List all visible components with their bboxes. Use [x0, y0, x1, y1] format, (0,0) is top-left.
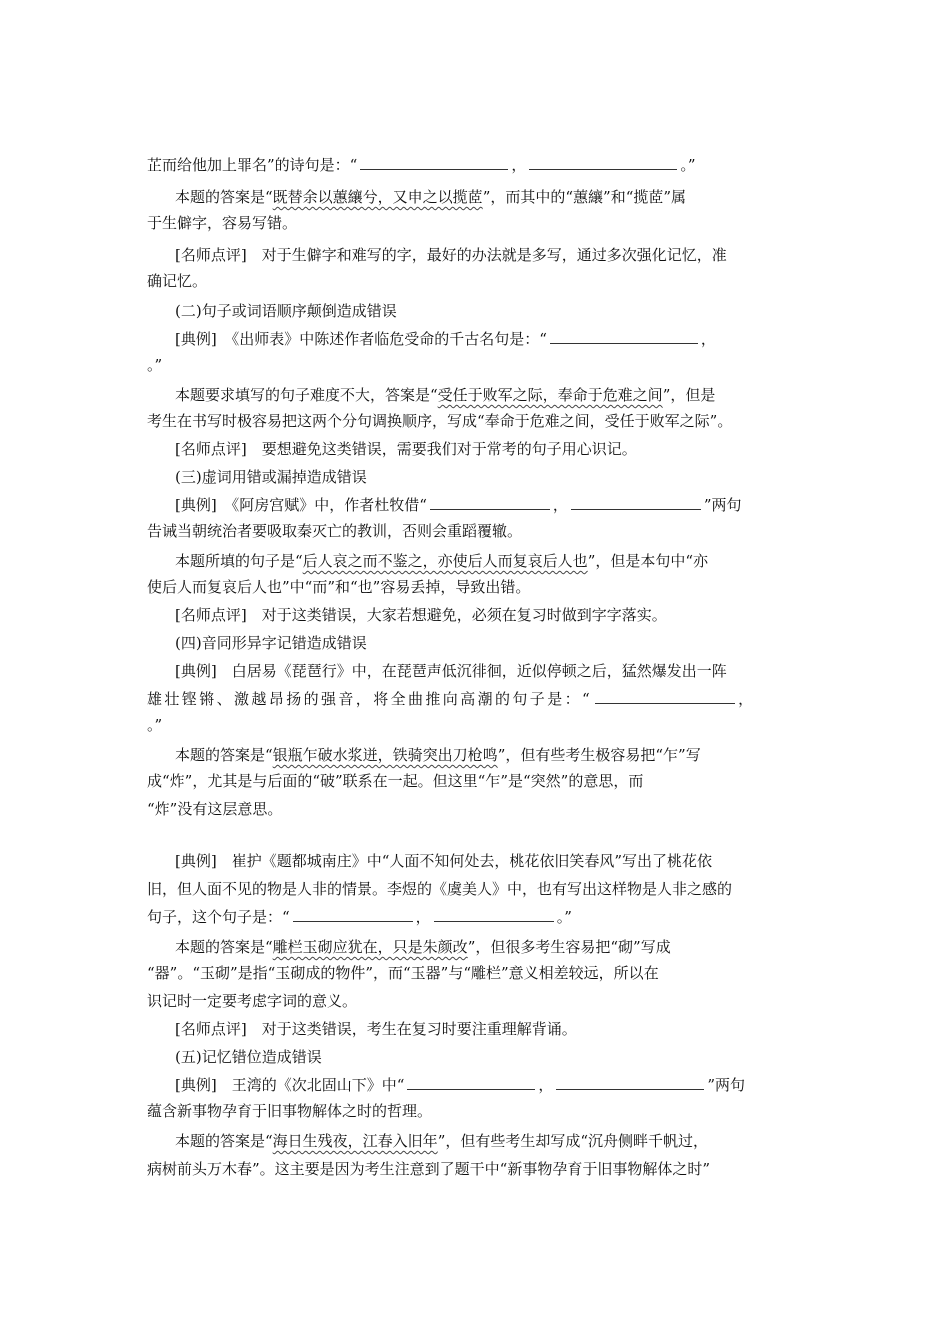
text: ，: [738, 690, 754, 708]
paragraph-line: [147, 686, 807, 712]
paragraph-line: [147, 152, 807, 178]
answer-blank[interactable]: [430, 495, 550, 510]
paragraph-line: [147, 904, 807, 930]
text: [典例] 《出师表》中陈述作者临危受命的千古名句是：“: [175, 330, 547, 348]
paragraph-line: [175, 382, 807, 408]
answer-blank[interactable]: [407, 1075, 535, 1090]
teacher-comment: [名师点评] 对于这类错误，考生在复习时要注重理解背诵。: [175, 1020, 577, 1038]
text: 。”: [680, 156, 696, 174]
text: ”，但有些考生却写成“沉舟侧畔千帆过，: [437, 1132, 709, 1150]
example-line: [175, 326, 807, 352]
text: 本题所填的句子是“: [175, 552, 303, 570]
paragraph-line: 。”: [147, 356, 163, 374]
text: ”两句: [707, 1076, 746, 1094]
answer-blank[interactable]: [529, 155, 677, 170]
paragraph-line: [175, 548, 807, 574]
section-heading: (三)虚词用错或漏掉造成错误: [175, 468, 367, 486]
text: 芷而给他加上罪名”的诗句是：“: [147, 156, 358, 174]
text: 本题要求填写的句子难度不大，答案是“: [175, 386, 438, 404]
example-line: [175, 1072, 807, 1098]
paragraph-line: 告诫当朝统治者要吸取秦灭亡的教训，否则会重蹈覆辙。: [147, 522, 523, 540]
text: ，: [538, 1076, 554, 1094]
teacher-comment: [名师点评] 要想避免这类错误，需要我们对于常考的句子用心识记。: [175, 440, 637, 458]
paragraph-line: 病树前头万木春”。这主要是因为考生注意到了题干中“新事物孕育于旧事物解体之时”: [147, 1160, 711, 1178]
example-line: [典例] 崔护《题都城南庄》中“人面不知何处去，桃花依旧笑春风”写出了桃花依: [175, 852, 713, 870]
paragraph-line: [175, 1128, 807, 1154]
text: [典例] 王湾的《次北固山下》中“: [175, 1076, 405, 1094]
paragraph-line: [175, 184, 807, 210]
answer-text: 银瓶乍破水浆迸，铁骑突出刀枪鸣: [272, 746, 498, 764]
text: ”，而其中的“蕙纕”和“揽茝”属: [482, 188, 687, 206]
example-line: [典例] 白居易《琵琶行》中，在琵琶声低沉徘徊，近似停顿之后，猛然爆发出一阵: [175, 662, 727, 680]
teacher-comment: [名师点评] 对于生僻字和难写的字，最好的办法就是多写，通过多次强化记忆，准: [175, 246, 727, 264]
text: 雄壮铿锵、激越昂扬的强音，将全曲推向高潮的句子是：“: [147, 690, 593, 708]
text: [典例] 《阿房宫赋》中，作者杜牧借“: [175, 496, 427, 514]
answer-text: 雕栏玉砌应犹在，只是朱颜改: [272, 938, 468, 956]
teacher-comment: [名师点评] 对于这类错误，大家若想避免，必须在复习时做到字字落实。: [175, 606, 667, 624]
answer-blank[interactable]: [556, 1075, 704, 1090]
answer-blank[interactable]: [293, 907, 413, 922]
text: ，: [700, 330, 716, 348]
text: ，: [511, 156, 527, 174]
section-heading: (五)记忆错位造成错误: [175, 1048, 322, 1066]
answer-blank[interactable]: [550, 329, 698, 344]
section-heading: (二)句子或词语顺序颠倒造成错误: [175, 302, 397, 320]
text: ”两句: [703, 496, 742, 514]
paragraph-line: 成“炸”，尤其是与后面的“破”联系在一起。但这里“乍”是“突然”的意思，而: [147, 772, 644, 790]
example-line: [175, 492, 807, 518]
answer-blank[interactable]: [360, 155, 508, 170]
text: 句子，这个句子是：“: [147, 908, 290, 926]
paragraph-line: 确记忆。: [147, 272, 208, 290]
text: ，: [552, 496, 568, 514]
answer-blank[interactable]: [595, 689, 735, 704]
paragraph-line: 蕴含新事物孕育于旧事物解体之时的哲理。: [147, 1102, 433, 1120]
paragraph-line: [175, 934, 807, 960]
text: 本题的答案是“: [175, 1132, 273, 1150]
paragraph-line: “器”。“玉砌”是指“玉砌成的物件”，而“玉器”与“雕栏”意义相差较远，所以在: [147, 964, 659, 982]
answer-text: 既替余以蕙纕兮，又申之以揽茝: [272, 188, 483, 206]
text: 本题的答案是“: [175, 188, 273, 206]
text: 本题的答案是“: [175, 938, 273, 956]
text: ”，但是: [662, 386, 716, 404]
answer-blank[interactable]: [434, 907, 554, 922]
text: ”，但是本句中“亦: [587, 552, 709, 570]
paragraph-line: [175, 742, 807, 768]
text: ”，但有些考生极容易把“乍”写: [497, 746, 701, 764]
answer-text: 后人哀之而不鉴之，亦使后人而复哀后人也: [302, 552, 588, 570]
paragraph-line: “炸”没有这层意思。: [147, 800, 283, 818]
paragraph-line: 考生在书写时极容易把这两个分句调换顺序，写成“奉命于危难之间，受任于败军之际”。: [147, 412, 733, 430]
text: 。”: [556, 908, 572, 926]
answer-blank[interactable]: [571, 495, 701, 510]
text: ，: [415, 908, 431, 926]
paragraph-line: 于生僻字，容易写错。: [147, 214, 298, 232]
paragraph-line: 。”: [147, 716, 163, 734]
answer-text: 海日生残夜，江春入旧年: [272, 1132, 438, 1150]
text: ”，但很多考生容易把“砌”写成: [467, 938, 671, 956]
paragraph-line: 识记时一定要考虑字词的意义。: [147, 992, 358, 1010]
answer-text: 受任于败军之际，奉命于危难之间: [437, 386, 663, 404]
paragraph-line: 使后人而复哀后人也”中“而”和“也”容易丢掉，导致出错。: [147, 578, 531, 596]
paragraph-line: 旧，但人面不见的物是人非的情景。李煜的《虞美人》中，也有写出这样物是人非之感的: [147, 880, 733, 898]
section-heading: (四)音同形异字记错造成错误: [175, 634, 367, 652]
text: 本题的答案是“: [175, 746, 273, 764]
